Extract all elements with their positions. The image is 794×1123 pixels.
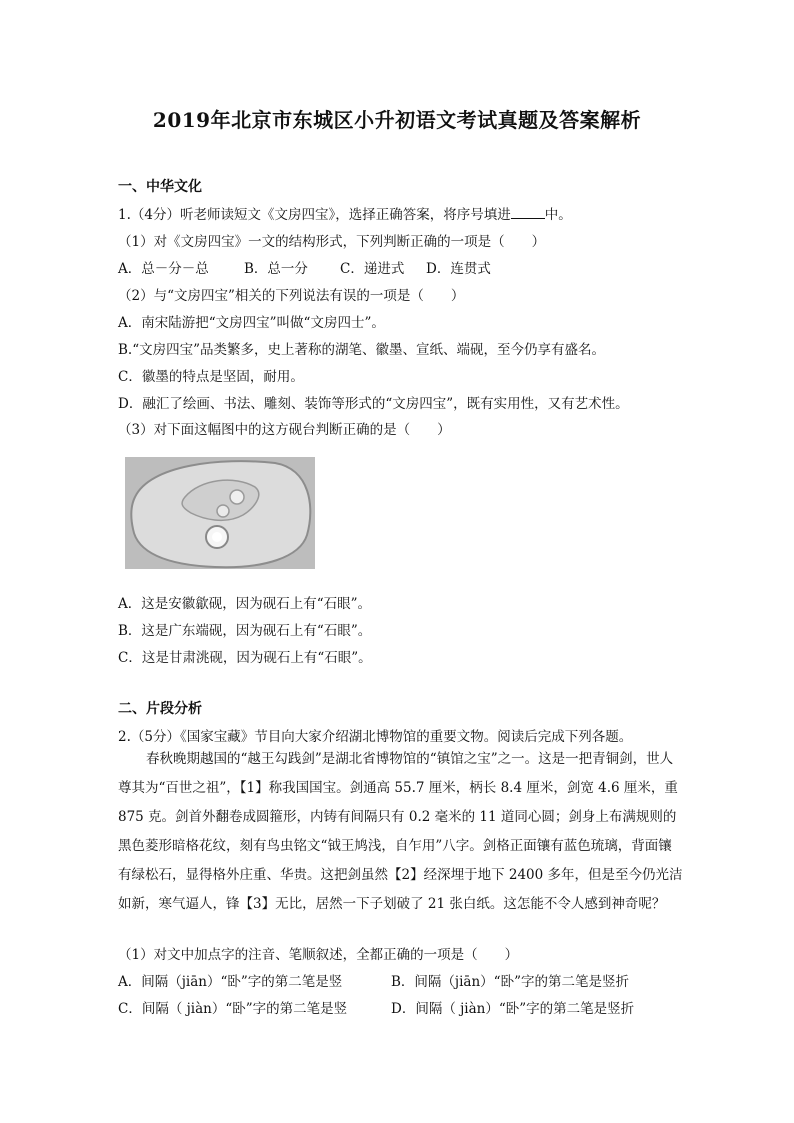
answer-blank	[511, 206, 545, 219]
section-heading-passage-analysis: 二、片段分析	[118, 701, 202, 717]
option-b: B．总一分	[244, 261, 308, 277]
question-2-stem: 2.（5分）《国家宝藏》节目向大家介绍湖北博物馆的重要文物。阅读后完成下列各题。	[118, 729, 633, 745]
question-1-stem-text: 1.（4分）听老师读短文《文房四宝》，选择正确答案，将序号填进	[118, 207, 511, 223]
question-2-options-row-1	[118, 970, 629, 990]
option-d: D．连贯式	[426, 261, 491, 277]
option-b: B．间隔（jiān）“卧”字的第二笔是竖折	[391, 974, 629, 990]
option-c: C．递进式	[340, 261, 405, 277]
question-1-sub-1-options	[118, 257, 491, 277]
question-2-passage: 春秋晚期越国的“越王勾践剑”是湖北省博物馆的“镇馆之宝”之一。这是一把青铜剑，世人尊其为“百世之祖”，【1】称我国国宝。剑通高 55.7 厘米，柄长 8.4 厘米，剑宽 4.6 厘米，重 875 克。剑首外翻卷成圆箍形，内铸有间隔只有 0.2 毫米的 11 道同心圆；剑身上布满规则的黑色菱形暗格花纹，刻有鸟虫铭文“钺王鸠浅，自乍用”八字。剑格正面镶有蓝色琉璃，背面镶有绿松石，显得格外庄重、华贵。这把剑虽然【2】经深埋于地下 2400 多年，但是至今仍光洁如新，寒气逼人，锋【3】无比，居然一下子划破了 21 张白纸。这怎能不令人感到神奇呢？	[118, 751, 683, 912]
option-c: C．这是甘肃洮砚，因为砚石上有“石眼”。	[118, 650, 372, 666]
option-b: B.“文房四宝”品类繁多，史上著称的湖笔、徽墨、宣纸、端砚，至今仍享有盛名。	[118, 342, 606, 358]
question-2-sub-1: （1）对文中加点字的注音、笔顺叙述，全都正确的一项是（ ）	[118, 947, 519, 963]
option-d: D．间隔（ jiàn）“卧”字的第二笔是竖折	[391, 1001, 635, 1017]
inkstone-image	[125, 457, 315, 569]
option-d: D．融汇了绘画、书法、雕刻、装饰等形式的“文房四宝”，既有实用性，又有艺术性。	[118, 396, 629, 412]
option-a: A．间隔（jiān）“卧”字的第二笔是竖	[118, 974, 343, 990]
question-1-stem-end: 中。	[544, 207, 572, 223]
question-2-options-row-2	[118, 997, 634, 1017]
question-1-sub-1: （1）对《文房四宝》一文的结构形式，下列判断正确的一项是（ ）	[118, 234, 546, 250]
option-a: A．南宋陆游把“文房四宝”叫做“文房四士”。	[118, 315, 385, 331]
option-c: C．徽墨的特点是坚固，耐用。	[118, 369, 304, 385]
question-1-stem	[118, 203, 572, 223]
option-b: B．这是广东端砚，因为砚石上有“石眼”。	[118, 623, 372, 639]
document-title: 2019年北京市东城区小升初语文考试真题及答案解析	[152, 108, 642, 132]
question-1-sub-2: （2）与“文房四宝”相关的下列说法有误的一项是（ ）	[118, 288, 465, 304]
option-a: A．这是安徽歙砚，因为砚石上有“石眼”。	[118, 596, 372, 612]
question-1-sub-3: （3）对下面这幅图中的这方砚台判断正确的是（ ）	[118, 422, 451, 438]
section-heading-culture: 一、中华文化	[118, 179, 202, 195]
option-c: C．间隔（ jiàn）“卧”字的第二笔是竖	[118, 1001, 348, 1017]
inkstone-photo	[125, 457, 315, 569]
option-a: A．总－分－总	[118, 261, 209, 277]
